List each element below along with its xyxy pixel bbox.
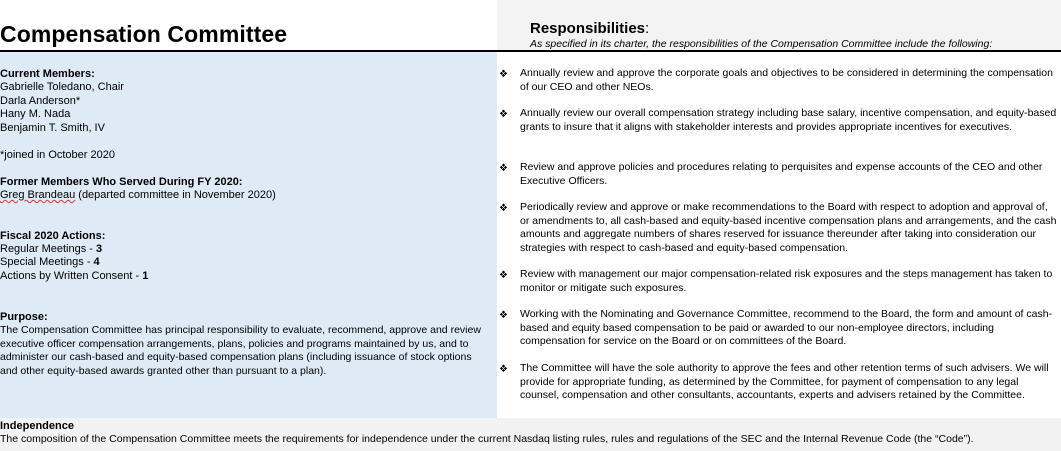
former-member-name: Greg Brandeau (0, 189, 76, 201)
former-member (0, 189, 276, 203)
fiscal-actions-label: Fiscal 2020 Actions: (0, 230, 106, 242)
special-meetings-count: 4 (93, 256, 100, 268)
purpose-text: The Compensation Committee has principal responsibility to evaluate, recommend, approve and review executive officer compensation arrangements, plans, policies and programs maintained by us, and to administer our cash-based and equity-based compensation plans (including issuance of stock options and other equity-based awards granted other than pursuant to a plan). (0, 324, 481, 377)
purpose-label: Purpose: (0, 311, 48, 323)
bullet-icon: ❖ (499, 310, 508, 321)
written-consent-actions (0, 270, 148, 284)
responsibility-item-6: Working with the Nominating and Governance Committee, recommend to the Board, the form and amount of cash-based and equity based compensation to be paid or awarded to our non-employee directors, including compensation for service on the Board or on committees of the Board. (520, 308, 1053, 347)
responsibilities-heading (530, 20, 649, 37)
independence-text: The composition of the Compensation Committee meets the requirements for independence under the current Nasdaq listing rules, rules and regulations of the SEC and the Internal Revenue Code (the “Code”). (0, 433, 974, 445)
member-1: Gabrielle Toledano, Chair (0, 81, 124, 93)
current-members-label: Current Members: (0, 68, 95, 80)
member-2: Darla Anderson* (0, 95, 81, 107)
special-meetings (0, 256, 100, 270)
page-title: Compensation Committee (0, 21, 288, 47)
written-consent-count: 1 (142, 270, 149, 282)
responsibilities-subtitle: As specified in its charter, the responsibilities of the Compensation Committee include the following: (530, 38, 993, 50)
bullet-icon: ❖ (499, 69, 508, 80)
member-3: Hany M. Nada (0, 108, 71, 120)
special-meetings-label: Special Meetings - (0, 256, 94, 268)
responsibility-item-5: Review with management our major compensation-related risk exposures and the steps management has taken to monitor or mitigate such exposures. (520, 268, 1053, 294)
responsibility-item-2: Annually review our overall compensation strategy including base salary, incentive compensation, and equity-based grants to insure that it aligns with stakeholder interests and provides appropriate incentives for executives. (520, 107, 1057, 133)
header-rule (0, 50, 1061, 52)
responsibilities-heading-text: Responsibilities (530, 20, 646, 37)
former-members-label: Former Members Who Served During FY 2020: (0, 176, 243, 188)
bullet-icon: ❖ (499, 364, 508, 375)
bullet-icon: ❖ (499, 109, 508, 120)
responsibility-item-1: Annually review and approve the corporate goals and objectives to be considered in determining the compensation of our CEO and other NEOs. (520, 67, 1053, 93)
responsibility-item-7: The Committee will have the sole authority to approve the fees and other retention terms of such advisers. We will provide for appropriate funding, as determined by the Committee, for payment of compensation to any legal counsel, compensation and other consultants, accountants, experts and advisers retained by the Committee. (520, 362, 1049, 401)
regular-meetings-count: 3 (96, 243, 103, 255)
regular-meetings (0, 243, 102, 257)
independence-title: Independence (0, 420, 74, 432)
responsibility-item-4: Periodically review and approve or make recommendations to the Board with respect to adoption and approval of, or amendments to, all cash-based and equity-based incentive compensation plans and arrangements, and the cash amounts and aggregate numbers of shares reserved for issuance thereunder after taking into consideration our strategies with respect to cash-based and equity-based compensation. (520, 201, 1057, 254)
member-4: Benjamin T. Smith, IV (0, 122, 105, 134)
responsibilities-heading-colon: : (645, 20, 650, 37)
bullet-icon: ❖ (499, 270, 508, 281)
responsibility-item-3: Review and approve policies and procedures relating to perquisites and expense accounts of the CEO and other Executive Officers. (520, 161, 1043, 187)
bullet-icon: ❖ (499, 163, 508, 174)
written-consent-label: Actions by Written Consent - (0, 270, 143, 282)
former-member-note: (departed committee in November 2020) (75, 189, 276, 201)
bullet-icon: ❖ (499, 203, 508, 214)
members-footnote: *joined in October 2020 (0, 149, 115, 161)
regular-meetings-label: Regular Meetings - (0, 243, 96, 255)
